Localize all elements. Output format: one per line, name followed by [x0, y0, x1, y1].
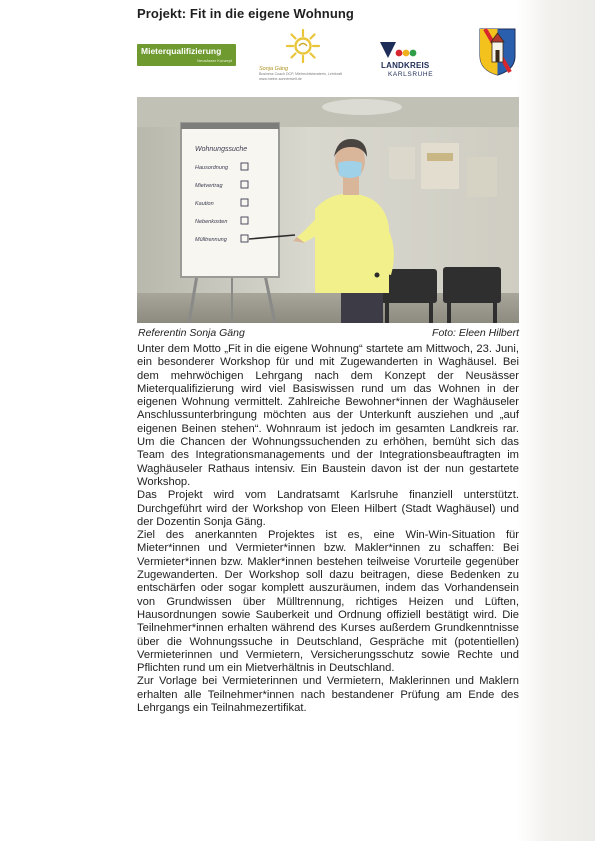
- sonja-gaeng-name: Sonja Gäng: [259, 66, 289, 72]
- landkreis-sub: KARLSRUHE: [388, 71, 434, 78]
- landkreis-name: LANDKREIS: [381, 61, 430, 70]
- mieterqualifizierung-subtitle: Neusässer Konzept: [197, 58, 232, 63]
- landkreis-mark-icon: [378, 40, 418, 60]
- paragraph-4: Zur Vorlage bei Vermieterinnen und Vermietern, Maklerinnen und Maklern erhalten alle Teilnehmer*innen nach bestandener Prüfung am Ende des Lehrgangs ein Teilnahmezertifikat.: [137, 675, 519, 715]
- logo-bar: [137, 26, 519, 94]
- workshop-photo: [137, 97, 519, 323]
- coat-of-arms-icon: [479, 28, 516, 76]
- caption-photo-credit: Foto: Eleen Hilbert: [432, 327, 519, 339]
- flipchart-item-4: Nebenkosten: [195, 219, 228, 225]
- paragraph-3: Ziel des anerkannten Projektes ist es, eine Win-Win-Situation für Mieter*innen und Vermieter*innen bzw. Makler*innen zu schaffen: Bei Vermieter*innen bzw. Makler*innen bestehen teilweise Vorurteile gegenüber Zugewanderten. Der Workshop soll dazu beitragen, diese Bedenken zu entschärfen oder sogar komplett auszuräumen, indem das Vorhandensein von Grundwissen über Mülltrennung, richtiges Heizen und Lüften, Hausordnungen sowie Sauberkeit und Ordnung offiziell bestätigt wird. Die Teilnehmer*innen erhalten während des Kurses außerdem Grundkenntnisse über die Wohnungssuche in Deutschland, Gespräche mit (potentiellen) Vermieterinnen und Vermietern, Versicherungsschutz sowie Rechte und Pflichten rund um ein Mietverhältnis in Deutschland.: [137, 529, 519, 675]
- mieterqualifizierung-title: Mieterqualifizierung: [141, 46, 222, 56]
- flipchart-item-5: Mülltrennung: [195, 237, 227, 243]
- workshop-photo-image: [137, 97, 519, 323]
- sun-logo-icon: [285, 28, 321, 64]
- flipchart-item-3: Kaution: [195, 201, 214, 207]
- sonja-gaeng-caption: [259, 66, 349, 82]
- sonja-gaeng-line2: www.meine-sonnenwelt.de: [259, 77, 302, 81]
- caption-speaker: Referentin Sonja Gäng: [138, 327, 245, 339]
- mieterqualifizierung-logo: [137, 44, 236, 66]
- flipchart-item-1: Hausordnung: [195, 165, 229, 171]
- page-edge: [517, 0, 595, 841]
- photo-caption: [137, 327, 519, 341]
- flipchart-item-2: Mietvertrag: [195, 183, 223, 189]
- article-headline: Projekt: Fit in die eigene Wohnung: [137, 6, 354, 21]
- flipchart-title: Wohnungssuche: [195, 146, 248, 153]
- paragraph-1: Unter dem Motto „Fit in die eigene Wohnung“ startete am Mittwoch, 23. Juni, ein besonderer Workshop für und mit Zugewanderten in Waghäusel. Bei dem mehrwöchigen Lehrgang nach dem Konzept der Neusässer Mieterqualifizierung wird viel Basiswissen rund um das Wohnen in der eigenen Wohnung vermittelt. Zahlreiche Bewohner*innen der Waghäuseler Anschlussunterbringung möchten aus der Unterkunft ausziehen und „auf eigenen Beinen stehen“. Wohnraum ist jedoch im gesamten Landkreis rar. Um die Chancen der Wohnungssuchenden zu erhöhen, bemüht sich das Team des Integrationsmanagements und der Integrationsbeauftragten im Waghäuseler Rathaus intensiv. Ein Baustein davon ist der nun gestartete Workshop.: [137, 343, 519, 488]
- paragraph-2: Das Projekt wird vom Landratsamt Karlsruhe finanziell unterstützt. Durchgeführt wird der Workshop von Eleen Hilbert (Stadt Waghäusel) und der Dozentin Sonja Gäng.: [137, 489, 519, 528]
- article-body: [137, 343, 519, 715]
- landkreis-karlsruhe-logo: [378, 40, 458, 80]
- sonja-gaeng-line1: Business Coach DCP, Mietrechtsberaterin, Lehrkraft: [259, 72, 343, 76]
